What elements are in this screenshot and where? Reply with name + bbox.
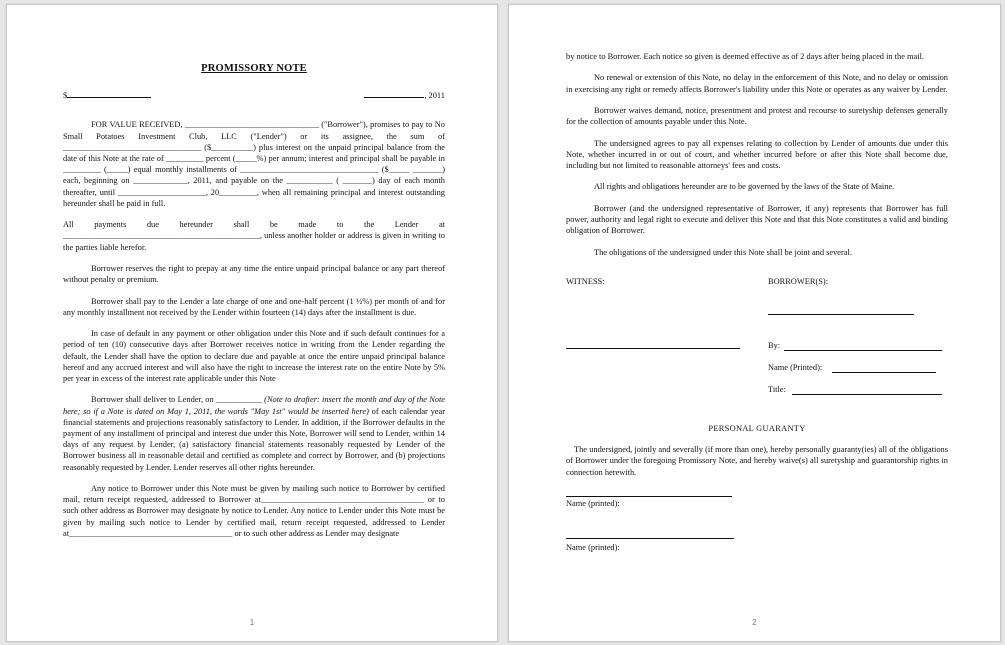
page-number-1: 1 [249, 618, 255, 627]
paragraph-authority: Borrower (and the undersigned representative of Borrower, if any) represents that Borrower has full power, authority and legal right to execute and deliver this Note and that this Note constitutes a valid and binding obligation of Borrower. [566, 203, 948, 236]
document-page-1 [6, 4, 498, 642]
paragraph-financial-statements [63, 394, 445, 472]
paragraph-joint-several: The obligations of the undersigned under this Note shall be joint and several. [594, 247, 852, 257]
borrower-label: BORROWER(S): [768, 276, 829, 286]
paragraph-notice: Any notice to Borrower under this Note must be given by mailing such notice to Borrower by certified mail, return receipt requested, addressed to Borrower at_______________________________________ or to such other address as Borrower may designate by notice to Lender. Any notice to Lender under this Note must be given by mailing such notice to Lender by certified mail, return receipt requested, addressed to Lender at_______________________________________ or to such other address as Lender may designate [63, 484, 445, 538]
paragraph-default: In case of default in any payment or other obligation under this Note and if such default continues for a period of ten (10) consecutive days after Borrower receives notice in writing from the Lender regarding the default, the Lender shall have the option to declare due and payable at once the entire unpaid principal balance hereof and any accrued interest and will also have the right to increase the interest rate on the entire Note by 5% per year in excess of the interest rate applicable under this Note [63, 329, 445, 384]
guarantor-1-signature-line[interactable] [566, 496, 732, 497]
paragraph-no-waiver: No renewal or extension of this Note, no delay in the enforcement of this Note, and no delay or omission in exercising any right or remedy affects Borrower's liability under this Note or operates as any waiver by Lender. [566, 73, 948, 94]
guaranty-paragraph: The undersigned, jointly and severally (if more than one), hereby personally guaranty(ies) all of the obligations of Borrower under the foregoing Promissory Note, and hereby waive(s) all suretyship and guarantorship rights in connection herewith. [566, 445, 948, 477]
witness-label: WITNESS: [566, 276, 605, 286]
paragraph-payments: All payments due hereunder shall be made to the Lender at _______________________________________________, unless another holder or address is given in writing to the parties liable herefor. [63, 220, 445, 252]
guarantor-1-name-label: Name (printed): [566, 498, 620, 508]
title-label: Title: [768, 384, 786, 394]
document-page-2 [508, 4, 1001, 642]
financial-statements-body: of each calendar year financial statements and projections reasonably satisfactory to Lender. In addition, if the Borrower defaults in the payment of any installment of principal and interest due under this Note, Borrower will send to Lender, within 14 days of any request by Lender, (a) satisfactory financial statements reasonably requested by Lender of the Borrower business all in reasonable detail and certified as complete and correct by Borrower, and (b) projections reasonably requested by Lender. Lender reserves all other rights hereunder. [63, 406, 446, 472]
guarantor-2-signature-line[interactable] [566, 538, 734, 539]
dollar-sign: $ [63, 91, 68, 101]
paragraph-value-received: FOR VALUE RECEIVED, ________________________________ ("Borrower"), promises to pay to No Small Potatoes Investment Club, LLC ("Lender") or its assignee, the sum of _________________________________ ($__________) plus interest on the unpaid principal balance from the date of this Note at the rate of _________ percent (_____%) per annum; interest and principal shall be payable in _________ (_____) equal monthly installments of _________________________________ ($_____ _______) each, beginning on _____________, 2011, and payable on the ___________ ( _______) day of each month thereafter, until _____________________, 20_________, when all remaining principal and interest outstanding hereunder shall be paid in full. [63, 120, 445, 208]
date-year: , 2011 [424, 91, 445, 101]
drafter-note: (Note to drafter: insert the month and day of the Note here; so if a Note is dated on May 1, 2011, the words "May 1st" would be inserted here) [63, 395, 446, 416]
date-field[interactable] [364, 88, 445, 101]
paragraph-prepay: Borrower reserves the right to prepay at any time the entire unpaid principal balance or any part thereof without penalty or premium. [63, 264, 445, 285]
amount-date-row [63, 88, 445, 101]
by-label: By: [768, 340, 781, 350]
name-printed-label: Name (Printed): [768, 362, 823, 372]
signature-block [566, 268, 948, 413]
amount-field[interactable] [63, 88, 151, 101]
financial-statements-intro: Borrower shall deliver to Lender, on ___________ [91, 395, 262, 405]
guarantor-signatures [566, 496, 948, 576]
document-title: PROMISSORY NOTE [201, 63, 307, 74]
paragraph-collection-expenses: The undersigned agrees to pay all expenses relating to collection by Lender of amounts due under this Note, whether incurred in or out of court, and whether incurred before or after this Note shall become due, including but not limited to reasonable attorneys' fees and costs. [566, 138, 948, 170]
borrower-signature-line[interactable] [768, 314, 914, 315]
page-number-2: 2 [752, 618, 757, 627]
by-line[interactable] [784, 350, 942, 351]
title-line[interactable] [792, 394, 942, 395]
name-printed-line[interactable] [832, 372, 936, 373]
witness-signature-line[interactable] [566, 348, 740, 349]
paragraph-governing-law: All rights and obligations hereunder are to be governed by the laws of the State of Maine. [594, 182, 895, 192]
guarantor-2-name-label: Name (printed): [566, 542, 620, 552]
paragraph-late-charge: Borrower shall pay to the Lender a late charge of one and one-half percent (1 ½%) per month of and for any monthly installment not received by the Lender within fourteen (14) days after the installment is due. [63, 296, 445, 317]
paragraph-notice-continued: by notice to Borrower. Each notice so given is deemed effective as of 2 days after being placed in the mail. [566, 52, 924, 61]
paragraph-waives-demand: Borrower waives demand, notice, presentment and protest and recourse to suretyship defenses generally for the collection of amounts payable under this Note. [566, 105, 948, 127]
page-2-content [566, 51, 948, 576]
guaranty-heading: PERSONAL GUARANTY [708, 423, 806, 433]
page-1-content [63, 63, 445, 549]
